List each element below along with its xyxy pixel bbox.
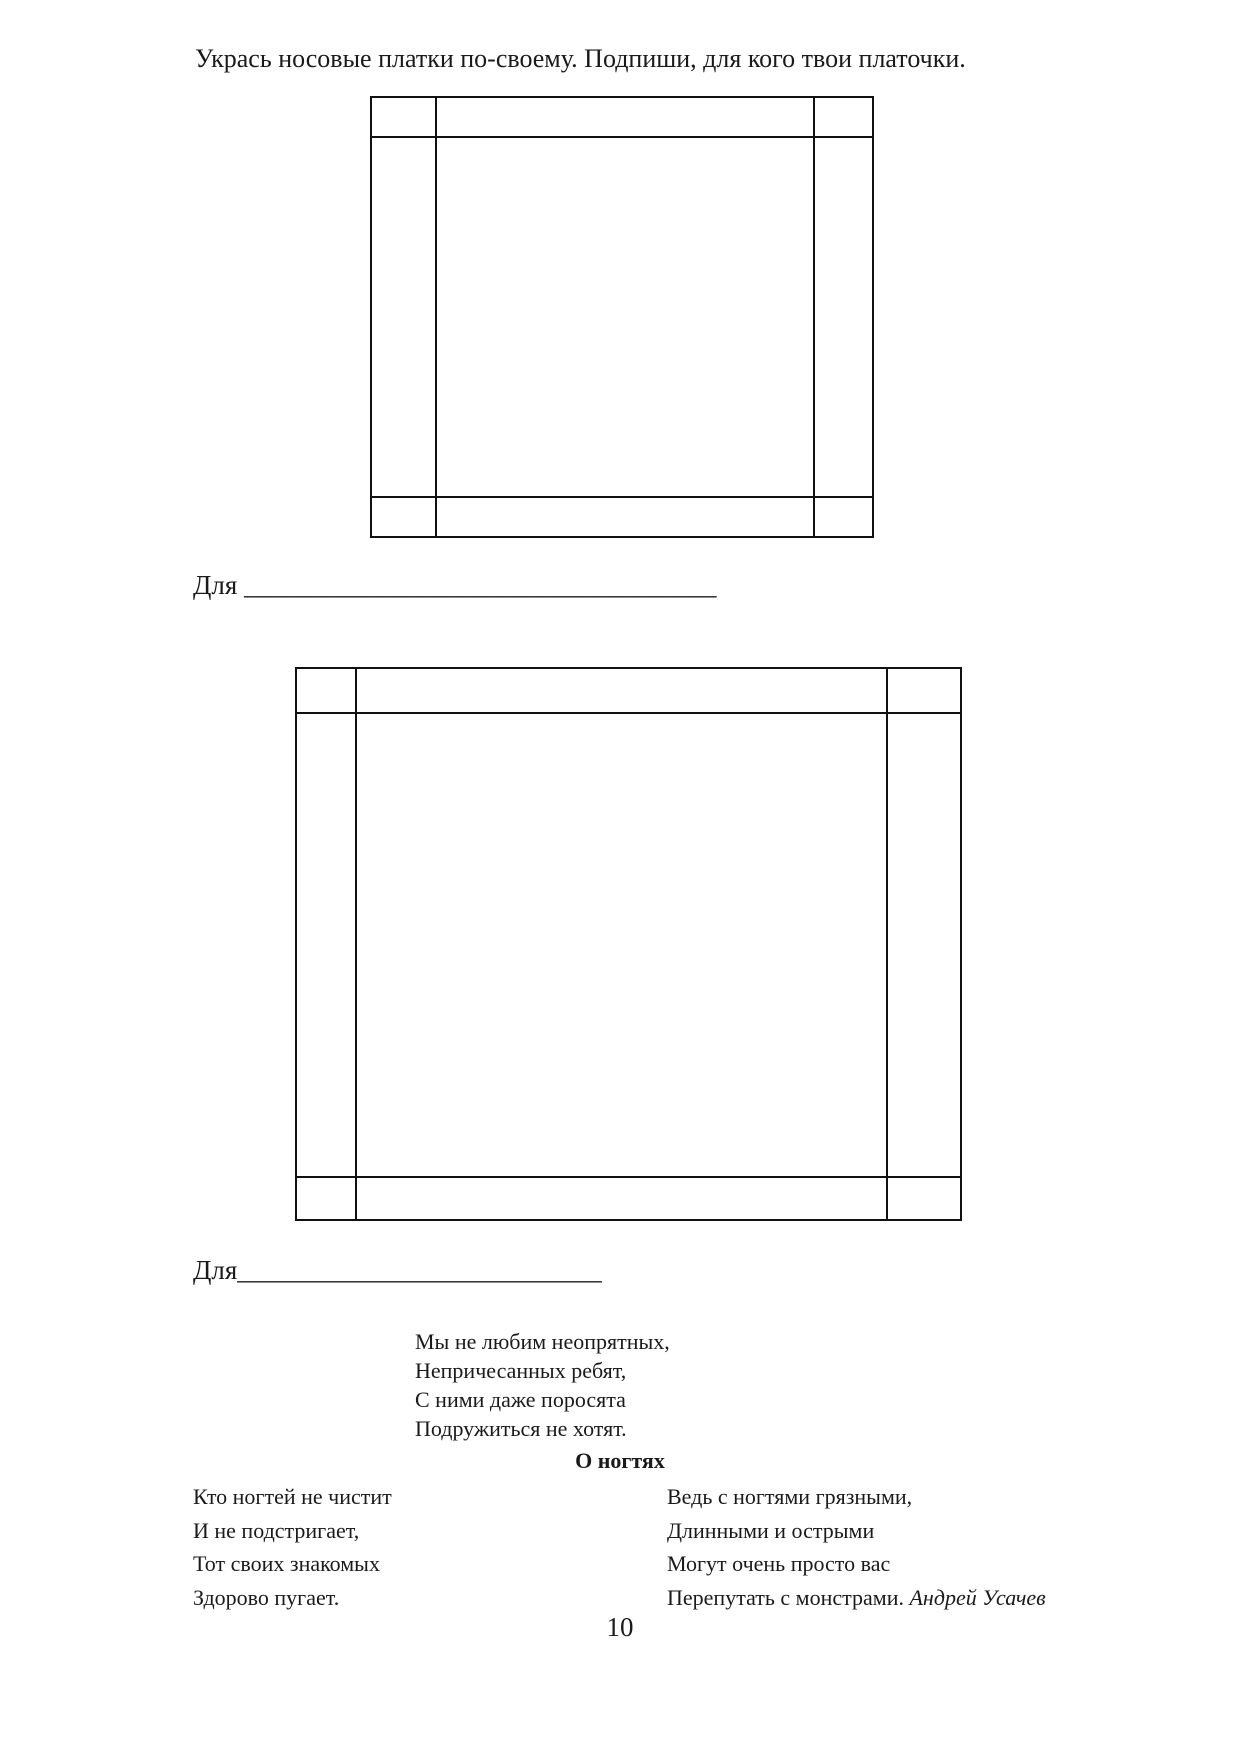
poem-line: Кто ногтей не чистит [193,1484,392,1509]
poem-line: Ведь с ногтями грязными, [667,1484,913,1509]
poem-line: Тот своих знакомых [193,1551,380,1576]
poem-line: Могут очень просто вас [667,1551,891,1576]
for-line-1[interactable]: Для ___________________________________ [193,570,717,600]
border-line [372,136,872,138]
border-line [355,669,357,1219]
poem-line: Непричесанных ребят, [415,1358,627,1383]
border-line [435,98,437,536]
poem-line: Мы не любим неопрятных, [415,1329,670,1354]
border-line [886,669,888,1219]
poem-intro [415,1327,670,1443]
poem-author: Андрей Усачев [909,1584,1046,1610]
poem-line: Здорово пугает. [193,1584,340,1610]
handkerchief-frame-1[interactable] [370,96,874,538]
instruction-text: Укрась носовые платки по-своему. Подпиши, для кого твои платочки. [195,44,966,73]
poem-line: С ними даже поросята [415,1387,626,1412]
poem-line: Перепутать с монстрами. [667,1584,904,1610]
border-line [297,1176,960,1178]
border-line [297,712,960,714]
poem-title: О ногтях [575,1448,665,1473]
poem-stanza-left [193,1480,392,1614]
poem-line-with-author [667,1581,1046,1615]
poem-stanza-right [667,1480,1046,1614]
poem-line: И не подстригает, [193,1517,360,1543]
for-line-2[interactable]: Для___________________________ [193,1255,602,1285]
poem-line: Подружиться не хотят. [415,1416,627,1441]
poem-line: Длинными и острыми [667,1517,875,1543]
border-line [813,98,815,536]
page-number: 10 [606,1612,634,1642]
border-line [372,496,872,498]
handkerchief-frame-2[interactable] [295,667,962,1221]
